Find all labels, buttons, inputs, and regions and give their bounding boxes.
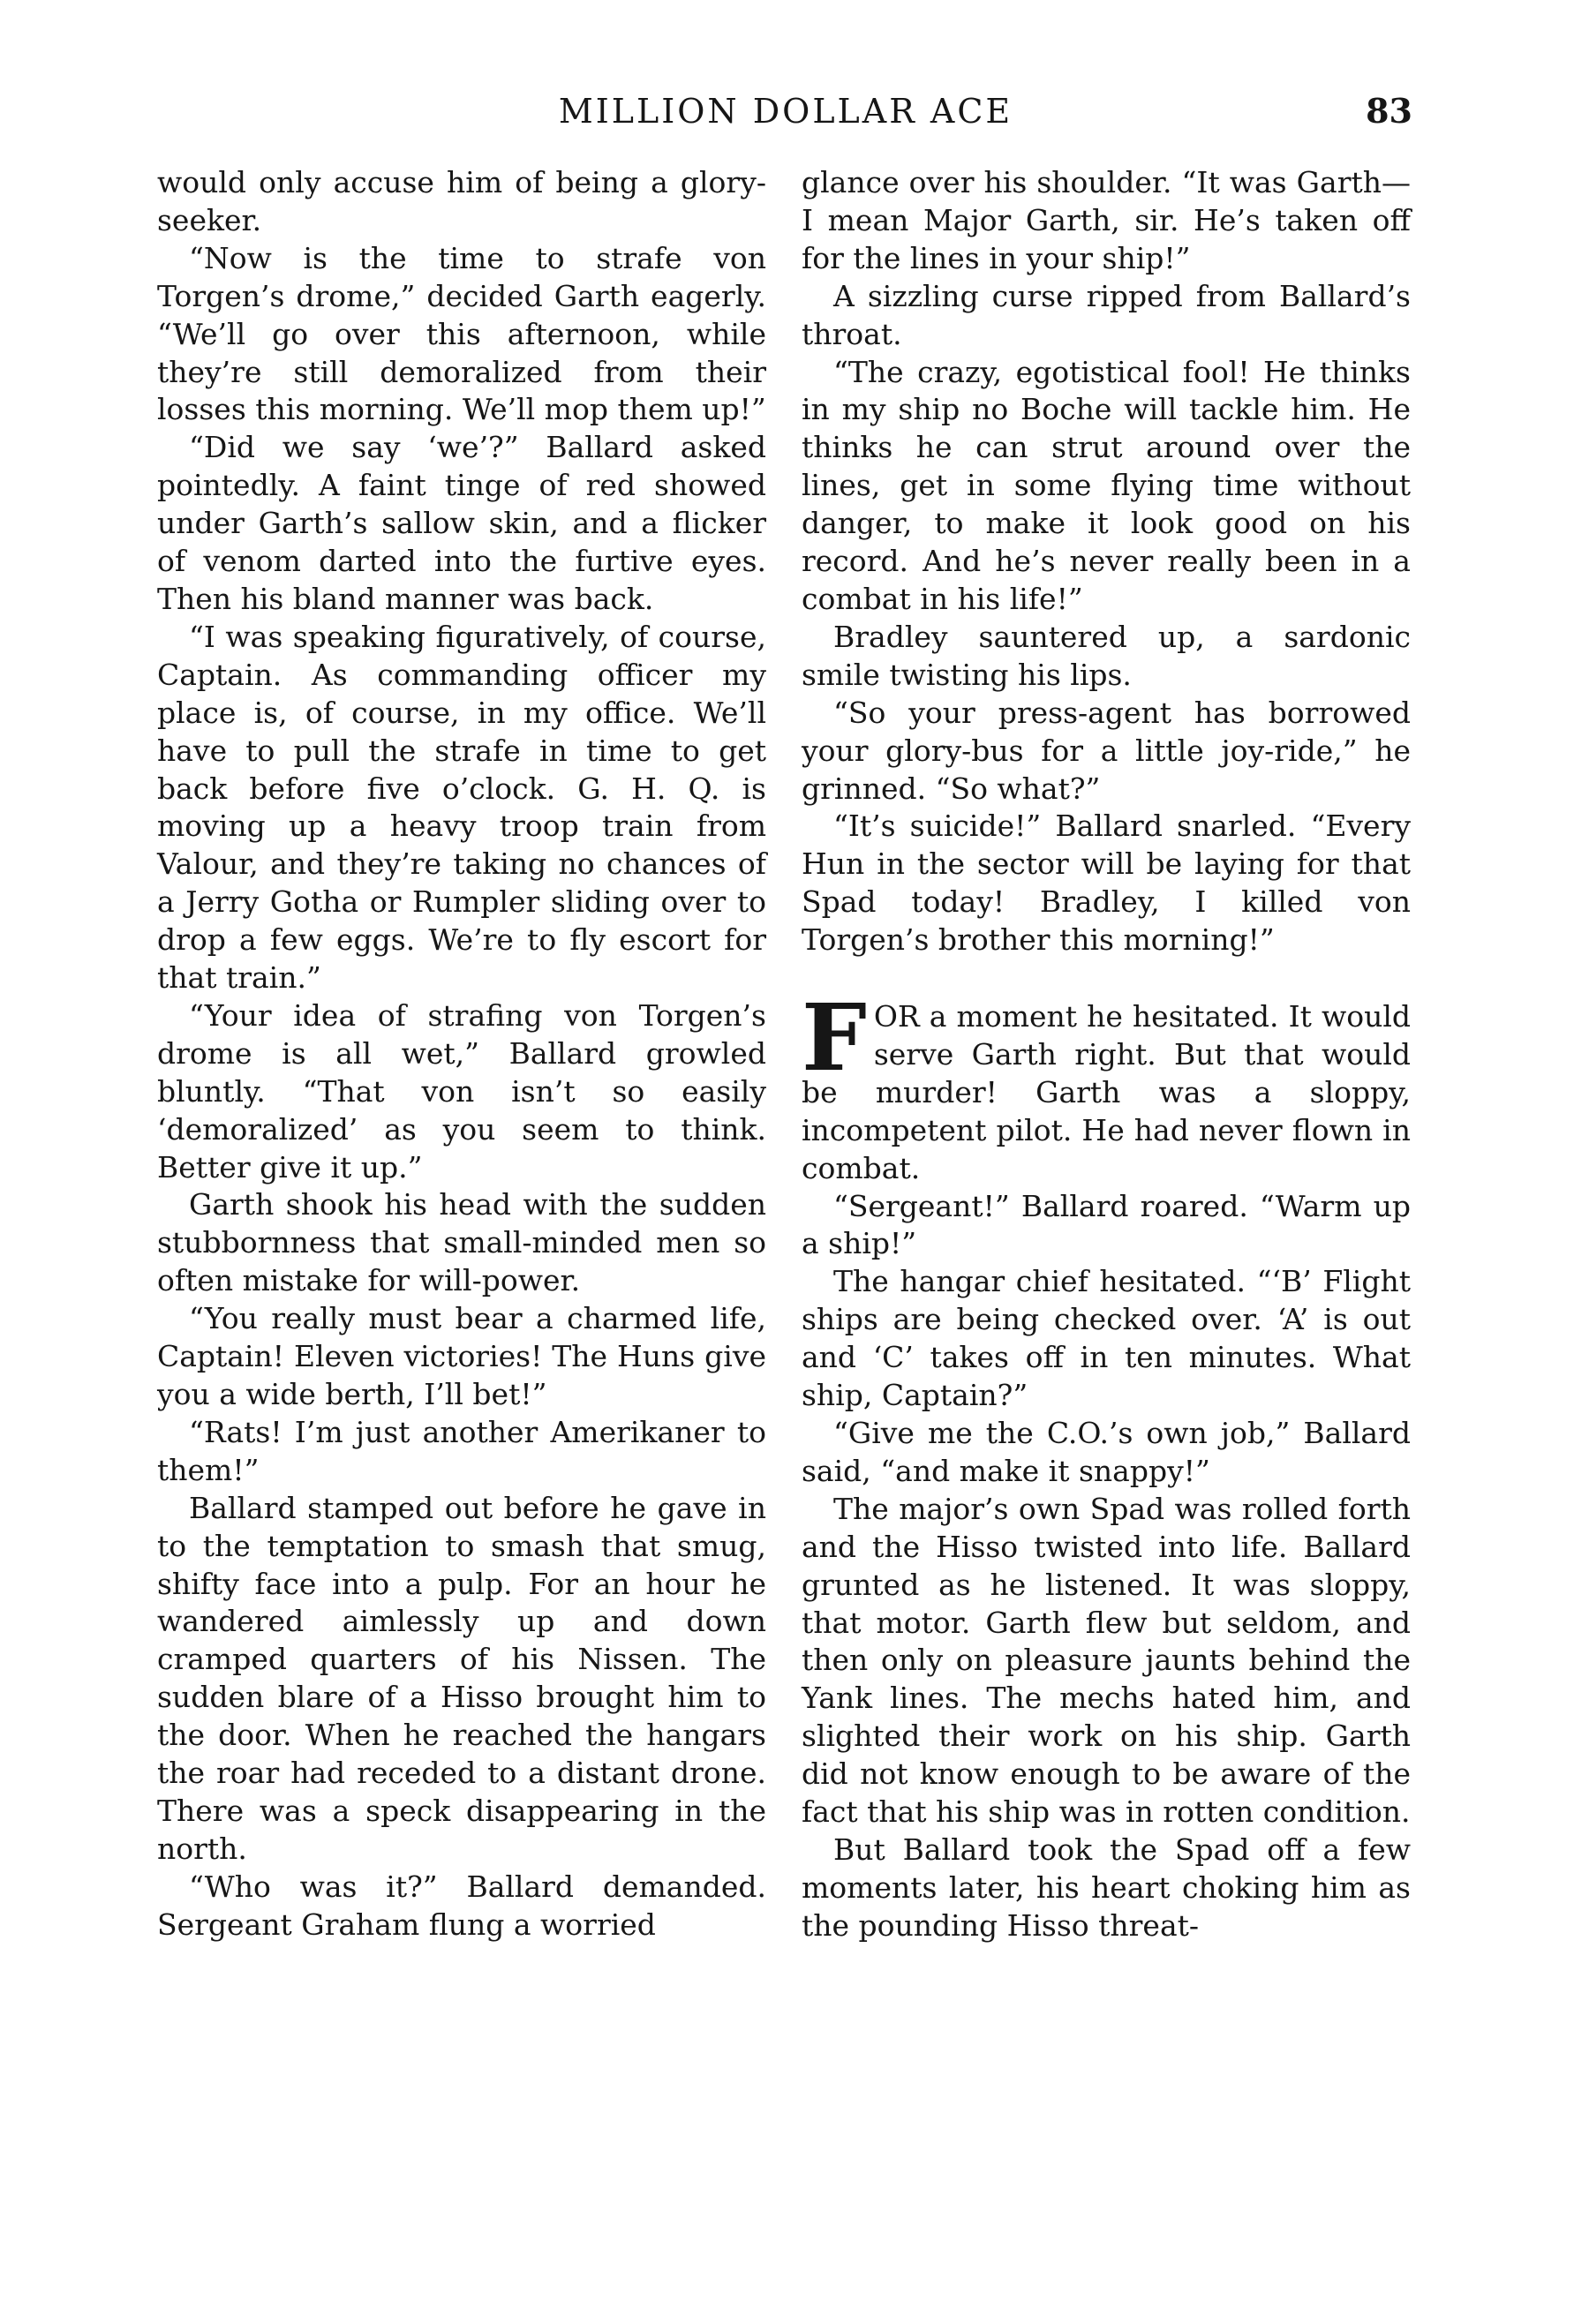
paragraph: “Your idea of strafing von Torgen’s drome is all wet,” Ballard growled bluntly. “That von isn’t so easily ‘demoralized’ as you seem to think. Better give it up.” [157,997,766,1185]
paragraph: “It’s suicide!” Ballard snarled. “Every Hun in the sector will be laying for that Spad today! Bradley, I killed von Torgen’s brother this morning!” [802,809,1411,958]
drop-cap: F [802,983,867,1093]
paragraph: But Ballard took the Spad off a few moments later, his heart choking him as the pounding Hisso threat- [802,1831,1411,1943]
paragraph: glance over his shoulder. “It was Garth— I mean Major Garth, sir. He’s taken off for the lines in your ship!” [802,165,1411,275]
running-title: MILLION DOLLAR ACE [558,92,1013,131]
paragraph: Garth shook his head with the sudden stubbornness that small-minded men so often mistake for will-power. [157,1187,766,1298]
section-opening-paragraph [802,983,1411,1188]
paragraph: “Did we say ‘we’?” Ballard asked pointedly. A faint tinge of red showed under Garth’s sallow skin, and a flicker of venom darted into the furtive eyes. Then his bland manner was back. [157,430,766,616]
right-column [802,164,1411,1945]
page-header [159,85,1412,138]
paragraph: The major’s own Spad was rolled forth and the Hisso twisted into life. Ballard grunted as he listened. It was sloppy, that motor. Garth flew but seldom, and then only on pleasure jaunts behind the Yank lines. The mechs hated him, and slighted their work on his ship. Garth did not know enough to be aware of the fact that his ship was in rotten condition. [802,1491,1411,1830]
paragraph: “Who was it?” Ballard demanded. Sergeant Graham flung a worried [157,1869,766,1942]
paragraph: A sizzling curse ripped from Ballard’s throat. [802,278,1411,351]
paragraph: “Rats! I’m just another Amerikaner to them!” [157,1414,766,1487]
paragraph: Bradley sauntered up, a sardonic smile twisting his lips. [802,619,1411,692]
paragraph: would only accuse him of being a glory-seeker. [157,165,766,237]
left-column [157,164,766,1944]
paragraph: “The crazy, egotistical fool! He thinks in my ship no Boche will tackle him. He thinks he can strut around over the lines, get in some flying time without danger, to make it look good on his record. And he’s never really been in a combat in his life!” [802,354,1411,616]
paragraph: “So your press-agent has borrowed your glory-bus for a little joy-ride,” he grinned. “So what?” [802,695,1411,806]
paragraph: “I was speaking figuratively, of course, Captain. As commanding officer my place is, of course, in my office. We’ll have to pull the strafe in time to get back before five o’clock. G. H. Q. is moving up a heavy troop train from Valour, and they’re taking no chances of a Jerry Gotha or Rumpler sliding over to drop a few eggs. We’re to fly escort for that train.” [157,619,766,996]
paragraph: “Sergeant!” Ballard roared. “Warm up a ship!” [802,1188,1411,1261]
section-opening-text: OR a moment he hesitated. It would serve Garth right. But that would be murder! Garth was a sloppy, incompetent pilot. He had never flown in combat. [802,999,1411,1185]
page-number: 83 [1366,91,1412,131]
paragraph: “You really must bear a charmed life, Captain! Eleven victories! The Huns give you a wide berth, I’ll bet!” [157,1301,766,1411]
paragraph: The hangar chief hesitated. “‘B’ Flight ships are being checked over. ‘A’ is out and ‘C’ takes off in ten minutes. What ship, Captain?” [802,1264,1411,1413]
paragraph: “Now is the time to strafe von Torgen’s drome,” decided Garth eagerly. “We’ll go over this afternoon, while they’re still demoralized from their losses this morning. We’ll mop them up!” [157,240,766,427]
paragraph: Ballard stamped out before he gave in to the temptation to smash that smug, shifty face into a pulp. For an hour he wandered aimlessly up and down cramped quarters of his Nissen. The sudden blare of a Hisso brought him to the door. When he reached the hangars the roar had receded to a distant drone. There was a speck disappearing in the north. [157,1490,766,1866]
paragraph: “Give me the C.O.’s own job,” Ballard said, “and make it snappy!” [802,1416,1411,1488]
